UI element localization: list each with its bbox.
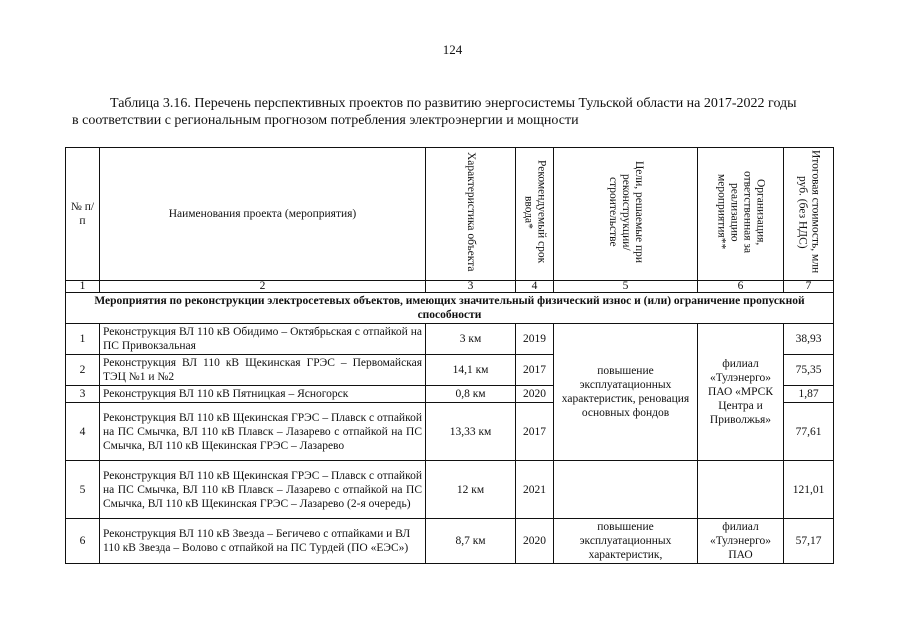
column-number-row xyxy=(66,281,834,293)
commissioning-year: 2017 xyxy=(516,355,554,386)
project-name: Реконструкция ВЛ 110 кВ Щекинская ГРЭС – Первомайская ТЭЦ №1 и №2 xyxy=(100,355,426,386)
commissioning-year: 2021 xyxy=(516,461,554,519)
project-name: Реконструкция ВЛ 110 кВ Пятницкая – Ясногорск xyxy=(100,386,426,403)
row-number: 4 xyxy=(66,403,100,461)
col-number: 1 xyxy=(66,281,100,293)
table-row xyxy=(66,324,834,355)
header-num: № п/п xyxy=(66,148,100,281)
project-goals: повышение эксплуатационных характеристик, xyxy=(554,519,698,564)
object-characteristic: 14,1 км xyxy=(426,355,516,386)
projects-table xyxy=(65,147,834,564)
table-row xyxy=(66,461,834,519)
responsible-organization: филиал «Тулэнерго» ПАО «МРСК Центра и Приволжья» xyxy=(698,324,784,461)
table-row xyxy=(66,519,834,564)
header-cost: Итоговая стоимость, млн руб. (без НДС) xyxy=(784,148,834,281)
header-characteristic: Характеристика объекта xyxy=(426,148,516,281)
responsible-organization xyxy=(698,461,784,519)
section-title: Мероприятия по реконструкции электросетевых объектов, имеющих значительный физический износ и (или) ограничение пропускной способности xyxy=(66,293,834,324)
header-row xyxy=(66,148,834,281)
row-number: 1 xyxy=(66,324,100,355)
caption-line-1: Таблица 3.16. Перечень перспективных проектов по развитию энергосистемы Тульской области на 2017-2022 годы xyxy=(110,96,797,111)
commissioning-year: 2020 xyxy=(516,386,554,403)
commissioning-year: 2020 xyxy=(516,519,554,564)
project-name: Реконструкция ВЛ 110 кВ Щекинская ГРЭС – Плавск с отпайкой на ПС Смычка, ВЛ 110 кВ Плавск – Лазарево с отпайкой на ПС Смычка, ВЛ 110 кВ Щекинская ГРЭС – Лазарево xyxy=(100,403,426,461)
total-cost: 77,61 xyxy=(784,403,834,461)
row-number: 6 xyxy=(66,519,100,564)
col-number: 6 xyxy=(698,281,784,293)
object-characteristic: 12 км xyxy=(426,461,516,519)
total-cost: 1,87 xyxy=(784,386,834,403)
section-row xyxy=(66,293,834,324)
col-number: 3 xyxy=(426,281,516,293)
caption-line-2: в соответствии с региональным прогнозом потребления электроэнергии и мощности xyxy=(72,113,579,128)
commissioning-year: 2017 xyxy=(516,403,554,461)
total-cost: 75,35 xyxy=(784,355,834,386)
col-number: 2 xyxy=(100,281,426,293)
header-name: Наименования проекта (мероприятия) xyxy=(100,148,426,281)
project-name: Реконструкция ВЛ 110 кВ Звезда – Бегичево с отпайками и ВЛ 110 кВ Звезда – Волово с отпайкой на ПС Турдей (ПО «ЕЭС») xyxy=(100,519,426,564)
responsible-organization: филиал «Тулэнерго» ПАО xyxy=(698,519,784,564)
row-number: 5 xyxy=(66,461,100,519)
row-number: 3 xyxy=(66,386,100,403)
col-number: 5 xyxy=(554,281,698,293)
commissioning-year: 2019 xyxy=(516,324,554,355)
project-goals xyxy=(554,461,698,519)
object-characteristic: 8,7 км xyxy=(426,519,516,564)
header-year: Рекомендуемый срок ввода* xyxy=(516,148,554,281)
total-cost: 38,93 xyxy=(784,324,834,355)
project-goals: повышение эксплуатационных характеристик, реновация основных фондов xyxy=(554,324,698,461)
project-name: Реконструкция ВЛ 110 кВ Обидимо – Октябрьская с отпайкой на ПС Привокзальная xyxy=(100,324,426,355)
row-number: 2 xyxy=(66,355,100,386)
col-number: 4 xyxy=(516,281,554,293)
total-cost: 57,17 xyxy=(784,519,834,564)
total-cost: 121,01 xyxy=(784,461,834,519)
page-number: 124 xyxy=(442,42,463,57)
object-characteristic: 0,8 км xyxy=(426,386,516,403)
col-number: 7 xyxy=(784,281,834,293)
object-characteristic: 3 км xyxy=(426,324,516,355)
object-characteristic: 13,33 км xyxy=(426,403,516,461)
project-name: Реконструкция ВЛ 110 кВ Щекинская ГРЭС – Плавск с отпайкой на ПС Смычка, ВЛ 110 кВ Плавск – Лазарево с отпайкой на ПС Смычка, ВЛ 110 кВ Щекинская ГРЭС – Лазарево (2-я очередь) xyxy=(100,461,426,519)
header-organization: Организация, ответственная за реализацию мероприятия** xyxy=(698,148,784,281)
header-goals: Цели, решаемые при реконструкции/ строительстве xyxy=(554,148,698,281)
table-caption xyxy=(72,95,852,129)
